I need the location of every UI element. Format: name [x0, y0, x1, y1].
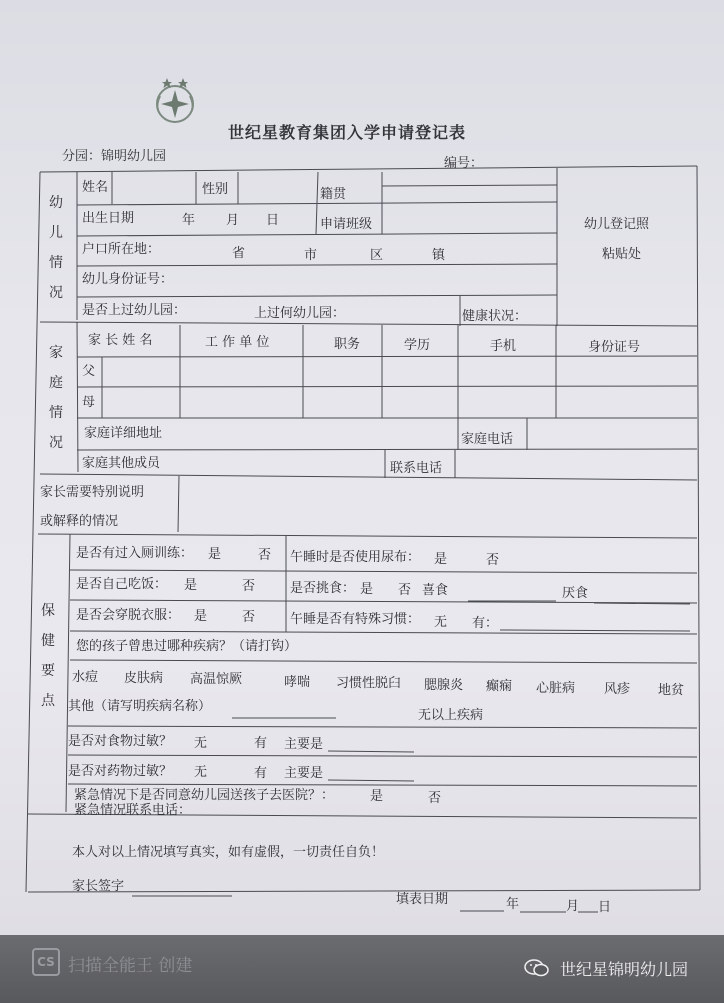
hukou-district: 区: [370, 248, 384, 263]
photo-label: 幼儿登记照: [584, 217, 650, 232]
hukou-city: 市: [304, 248, 318, 263]
hukou-label: 户口所在地：: [82, 242, 161, 257]
nap-habit-question: 午睡是否有特殊习惯：: [290, 612, 421, 627]
fill-date-month: 月: [566, 899, 580, 914]
drug-allergy-have: 有: [254, 766, 268, 781]
header-education: 学历: [404, 338, 431, 353]
home-phone-label: 家庭电话: [461, 432, 514, 447]
disease-item: 哮喘: [284, 675, 311, 690]
dress-no: 否: [242, 610, 256, 625]
header-id-number: 身份证号: [588, 340, 641, 355]
eat-no: 否: [242, 579, 256, 594]
diaper-no: 否: [486, 553, 500, 568]
birth-label: 出生日期: [82, 211, 135, 226]
hukou-province: 省: [232, 246, 246, 261]
photo-paste-label: 粘贴处: [602, 247, 642, 262]
food-allergy-have: 有: [254, 736, 268, 751]
food-allergy-question: 是否对食物过敏？: [68, 734, 173, 749]
disease-item: 水痘: [72, 670, 99, 685]
dress-question: 是否会穿脱衣服：: [76, 608, 181, 623]
special-note-label-2: 或解释的情况: [40, 514, 119, 529]
disease-item: 习惯性脱臼: [336, 676, 402, 691]
disease-item: 腮腺炎: [424, 678, 464, 693]
disease-item: 心脏病: [536, 681, 576, 696]
gender-label: 性别: [202, 182, 229, 197]
form-title: 世纪星教育集团入学申请登记表: [228, 123, 467, 142]
likes-label: 喜食: [422, 583, 449, 598]
picky-question: 是否挑食：: [290, 581, 356, 596]
account-name: 世纪星锦明幼儿园: [560, 960, 689, 979]
other-members-label: 家庭其他成员: [82, 456, 161, 471]
diaper-question: 午睡时是否使用尿布：: [290, 550, 421, 565]
hukou-town: 镇: [432, 248, 446, 263]
header-position: 职务: [334, 337, 361, 352]
camscanner-logo: CS: [32, 948, 60, 976]
picky-yes: 是: [360, 582, 374, 597]
drug-allergy-main: 主要是: [284, 766, 324, 781]
special-note-label-1: 家长需要特别说明: [40, 485, 145, 500]
apply-class-label: 申请班级: [320, 217, 373, 232]
drug-allergy-none: 无: [194, 765, 208, 780]
disease-item: 地贫: [658, 683, 685, 698]
disease-item: 癫痫: [486, 679, 513, 694]
no-disease-label: 无以上疾病: [418, 708, 484, 723]
header-mobile: 手机: [490, 339, 517, 354]
diaper-yes: 是: [434, 552, 448, 567]
native-label: 籍贯: [320, 187, 347, 202]
camscanner-watermark: 扫描全能王 创建: [68, 956, 193, 976]
dislikes-label: 厌食: [562, 586, 589, 601]
father-label: 父: [82, 364, 96, 379]
wechat-icon: [524, 958, 550, 978]
fill-date-label: 填表日期: [396, 892, 449, 907]
fill-date-year: 年: [506, 897, 520, 912]
number-label: 编号：: [444, 156, 484, 171]
toilet-no: 否: [258, 548, 272, 563]
drug-allergy-question: 是否对药物过敏？: [68, 764, 173, 779]
disease-question: 您的孩子曾患过哪种疾病？（请打钩）: [76, 639, 298, 654]
disease-item: 高温惊厥: [190, 672, 243, 687]
picky-no: 否: [398, 583, 412, 598]
address-label: 家庭详细地址: [84, 426, 163, 441]
nap-habit-none: 无: [434, 615, 448, 630]
kg-before-label: 是否上过幼儿园：: [82, 303, 187, 318]
nap-habit-have: 有：: [472, 616, 499, 631]
birth-day: 日: [266, 213, 280, 228]
fill-date-day: 日: [598, 900, 612, 915]
parent-signature-label: 家长签字: [72, 879, 125, 894]
food-allergy-none: 无: [194, 736, 208, 751]
emergency-no: 否: [428, 791, 442, 806]
emergency-question: 紧急情况下是否同意幼儿园送孩子去医院？：: [74, 788, 335, 803]
emergency-phone-label: 紧急情况联系电话：: [74, 803, 192, 818]
id-number-label: 幼儿身份证号：: [82, 272, 174, 287]
branch-label: 分园：锦明幼儿园: [62, 149, 167, 164]
which-kg-label: 上过何幼儿园：: [254, 306, 346, 321]
name-label: 姓名: [82, 180, 109, 195]
birth-month: 月: [226, 213, 240, 228]
declaration-text: 本人对以上情况填写真实，如有虚假，一切责任自负！: [72, 845, 385, 860]
dress-yes: 是: [194, 609, 208, 624]
mother-label: 母: [82, 395, 96, 410]
other-disease-label: 其他（请写明疾病名称）: [68, 699, 212, 714]
header-work-unit: 工 作 单 位: [205, 335, 270, 350]
food-allergy-main: 主要是: [284, 737, 324, 752]
contact-phone-label: 联系电话: [390, 461, 443, 476]
health-status-label: 健康状况：: [462, 309, 528, 324]
toilet-question: 是否有过入厕训练：: [76, 546, 194, 561]
disease-item: 皮肤病: [124, 671, 164, 686]
toilet-yes: 是: [208, 547, 222, 562]
disease-item: 风疹: [604, 682, 631, 697]
birth-year: 年: [182, 213, 196, 228]
eat-yes: 是: [184, 578, 198, 593]
eat-question: 是否自己吃饭：: [76, 577, 168, 592]
emergency-yes: 是: [370, 789, 384, 804]
header-parent-name: 家 长 姓 名: [88, 333, 153, 348]
